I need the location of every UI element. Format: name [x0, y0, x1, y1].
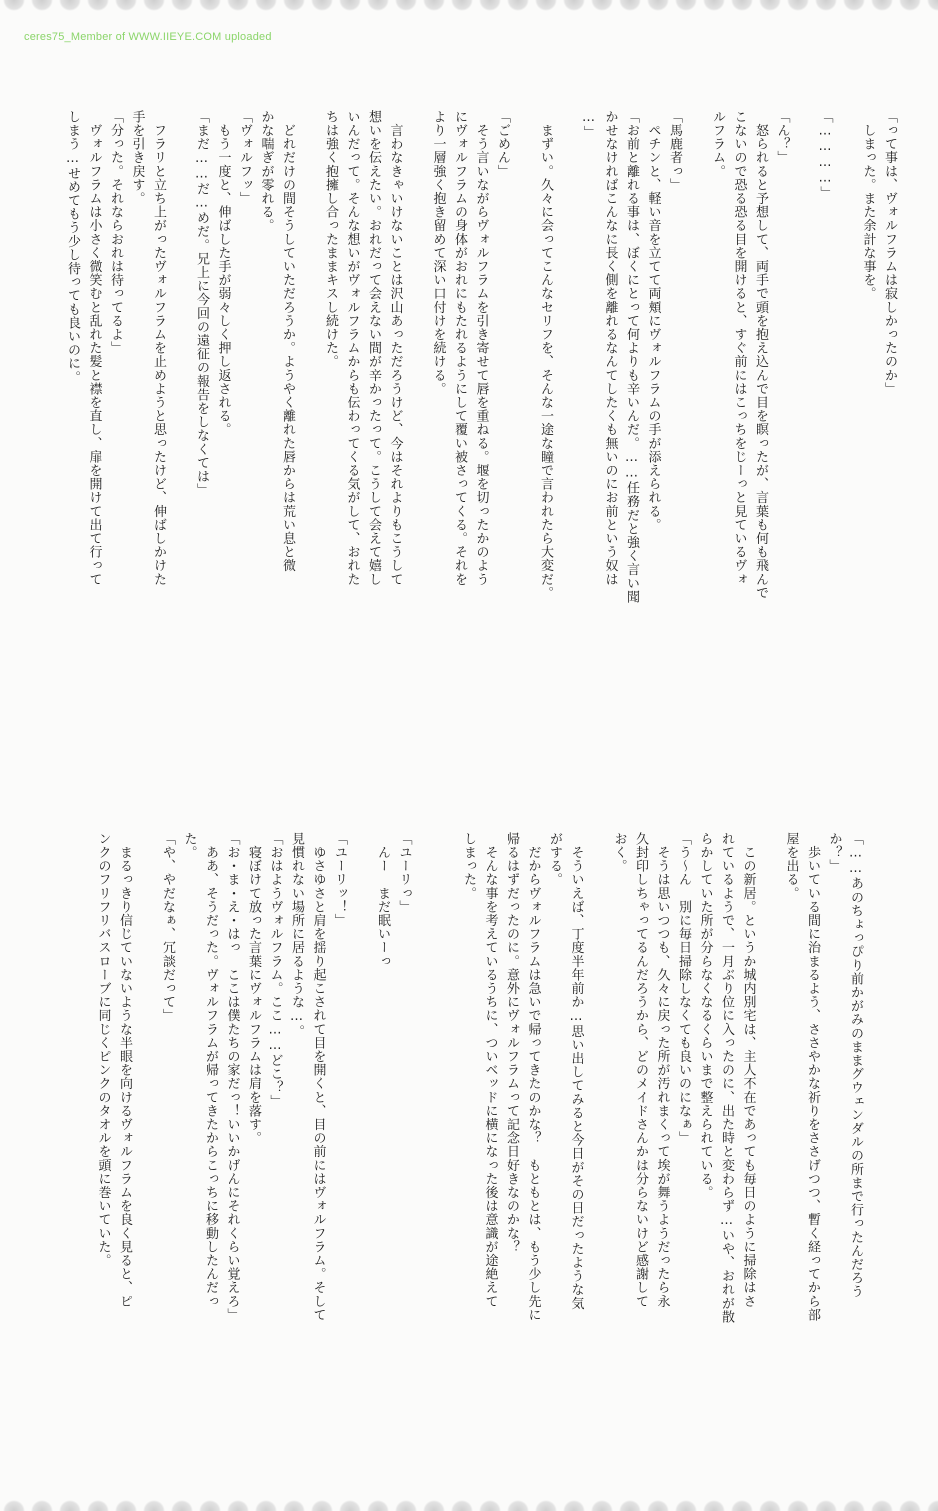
text-line: らかしていた所が分らなくなるくらいまで整えられている。 — [697, 832, 713, 1200]
text-line — [556, 110, 578, 770]
text-line — [135, 832, 157, 1492]
text-line: 「まだ……だ…めだ。兄上に今回の遠征の報告をしなくては」 — [194, 110, 209, 497]
text-line — [406, 110, 428, 770]
text-line — [169, 110, 191, 770]
text-line: 怒られると予想して、両手で頭を抱え込んで目を瞑ったが、言葉も何も飛んで — [753, 110, 768, 600]
text-line: 帰るはずだったのに。意外にヴォルフラムって記念日好きなのかな？ — [504, 832, 519, 1254]
text-line: ルフラム。 — [710, 110, 725, 178]
text-line: 「お前と離れる事は、ぼくにとって何よりも辛いんだ。……任務だと強く言い聞 — [624, 110, 639, 604]
text-line: ちは強く抱擁し合ったままキスし続けた。 — [323, 110, 338, 369]
text-line: 想いを伝えたい。おれだって会えない間が辛かったって。こうして会えて嬉し — [366, 110, 381, 586]
text-line: しまった。 — [461, 832, 476, 900]
text-line: 「う〜ん 別に毎日掃除しなくても良いのになぁ」 — [676, 832, 691, 1145]
text-line: 「って事は、ヴォルフラムは寂しかったのか」 — [882, 110, 897, 396]
text-line: にヴォルフラムの身体がおれにもたれるようにして覆い被さってくる。それを — [452, 110, 467, 586]
text-line: た。 — [181, 832, 197, 860]
text-line — [436, 832, 458, 1492]
text-line: 「馬鹿者っ」 — [667, 110, 682, 192]
text-line: ああ、そうだった。ヴォルフラムが帰ってきたからこっちに移動したんだっ — [203, 832, 218, 1308]
text-line: 「ん？」 — [774, 110, 790, 165]
text-line: 「分った。それならおれは待ってるよ」 — [108, 110, 123, 355]
text-line: 「ユーリっ」 — [396, 832, 412, 914]
text-line — [415, 832, 437, 1492]
text-line: だからヴォルフラムは急いで帰ってきたのかな？ もともとは、もう少し先に — [525, 832, 541, 1322]
text-line: もう一度と、伸ばした手が弱々しく押し返される。 — [215, 110, 231, 437]
text-line — [350, 832, 372, 1492]
text-line — [836, 110, 858, 770]
text-line: 歩いている間に治まるよう、ささやかな祈りをささげつつ、暫く経ってから部 — [805, 832, 820, 1322]
text-line: どれだけの間そうしていただろうか。ようやく離れた唇からは荒い息と微 — [280, 110, 295, 573]
text-line: がする。 — [547, 832, 562, 887]
text-line: かな喘ぎが零れる。 — [258, 110, 274, 233]
text-line: 「ユーリッ！」 — [332, 832, 347, 928]
text-line: そうは思いつつも、久々に戻った所が汚れまくって埃が舞うようだったら永 — [654, 832, 670, 1308]
text-line: そんな事を考えているうちに、ついベッドに横になった後は意識が途絶えて — [482, 832, 498, 1308]
text-line: ペチンと、軽い音を立てて両頬にヴォルフラムの手が添えられる。 — [645, 110, 661, 532]
text-line — [587, 832, 609, 1492]
text-line: しまう…せめてもう少し待っても良いのに。 — [65, 110, 80, 384]
text-line: かせなければこんなに長く側を離れるなんてしたくも無いのにお前という奴は — [602, 110, 618, 586]
text-line: んー まだ眠いーっ — [375, 832, 390, 968]
text-line: ヴォルフラムは小さく微笑むと乱れた髪と襟を直し、扉を開けて出て行って — [86, 110, 102, 586]
text-line: 「や、やだなぁ、冗談だって」 — [160, 832, 175, 1023]
text-line: …」 — [581, 110, 596, 140]
text-line: 「お・ま・え・はっ ここは僕たちの家だっ！いいかげんにそれくらい覚えろ」 — [224, 832, 240, 1322]
text-line: 見慣れない場所に居るような…。 — [289, 832, 304, 1038]
text-line: おく。 — [611, 832, 627, 873]
text-line: 「…………」 — [817, 110, 833, 200]
text-line: 「……あのちょっぴり前かがみのままグウェンダルの所まで行ったんだろう — [848, 832, 863, 1299]
text-line — [298, 110, 320, 770]
text-line: より一層強く抱き留めて深い口付けを続ける。 — [430, 110, 446, 396]
text-line: ゆさゆさと肩を揺り起こされて目を開くと、目の前にはヴォルフラム。そして — [310, 832, 326, 1322]
text-line: 「ごめん」 — [495, 110, 510, 178]
text-line: いんだって。そんな想いがヴォルフラムからも伝わってくる気がして、おれた — [344, 110, 360, 586]
text-line: 久封印しちゃってるんだろうから、どのメイドさんかは分らないけど感謝して — [633, 832, 648, 1308]
text-line — [793, 110, 815, 770]
text-line: 「おはようヴォルフラム。ここ……どこ？」 — [267, 832, 283, 1108]
text-line: れているようで、一月ぶり位に入ったのに、出た時と変わらず…いや、おれが散 — [719, 832, 734, 1324]
text-line: 「ヴォルフッ」 — [237, 110, 252, 206]
scalloped-top-border — [0, 0, 938, 22]
text-line: まるっきり信じていないような半眼を向けるヴォルフラムを良く見ると、ピ — [117, 832, 132, 1308]
text-line — [685, 110, 707, 770]
text-line: 手を引き戻す。 — [129, 110, 145, 206]
text-line: フラリと立ち上がったヴォルフラムを止めようと思ったけど、伸ばしかけた — [151, 110, 166, 586]
text-line — [759, 832, 781, 1492]
watermark-text: ceres75_Member of WWW.IIEYE.COM uploaded — [24, 31, 272, 43]
text-line: 屋を出る。 — [783, 832, 799, 900]
text-line: ンクのフリフリバスローブに同じくピンクのタオルを頭に巻いていた。 — [95, 832, 111, 1268]
lower-text-block — [92, 832, 866, 1492]
text-line: 寝ぼけて放った言葉にヴォルフラムは肩を落す。 — [246, 832, 261, 1145]
text-line: 言わなきゃいけないことは沢山あっただろうけど、今はそれよりもこうして — [387, 110, 403, 586]
text-line: そういえば、丁度半年前か…思い出してみると今日がその日だったような気 — [568, 832, 584, 1310]
upper-text-block — [62, 110, 901, 770]
text-line: か？」 — [826, 832, 842, 873]
text-line: しまった。また余計な事を。 — [860, 110, 876, 301]
text-line: こないので恐る恐る目を開けると、すぐ前にはこっちをじーっと見ているヴォ — [731, 110, 747, 586]
text-line: この新居。というか城内別宅は、主人不在であっても毎日のように掃除はさ — [740, 832, 756, 1308]
text-line: そう言いながらヴォルフラムを引き寄せて唇を重ねる。堰を切ったかのよう — [473, 110, 489, 586]
scalloped-bottom-border — [0, 1489, 938, 1511]
text-line: まずい。久々に会ってこんなセリフを、そんな一途な瞳で言われたら大変だ。 — [538, 110, 553, 600]
text-line — [513, 110, 535, 770]
